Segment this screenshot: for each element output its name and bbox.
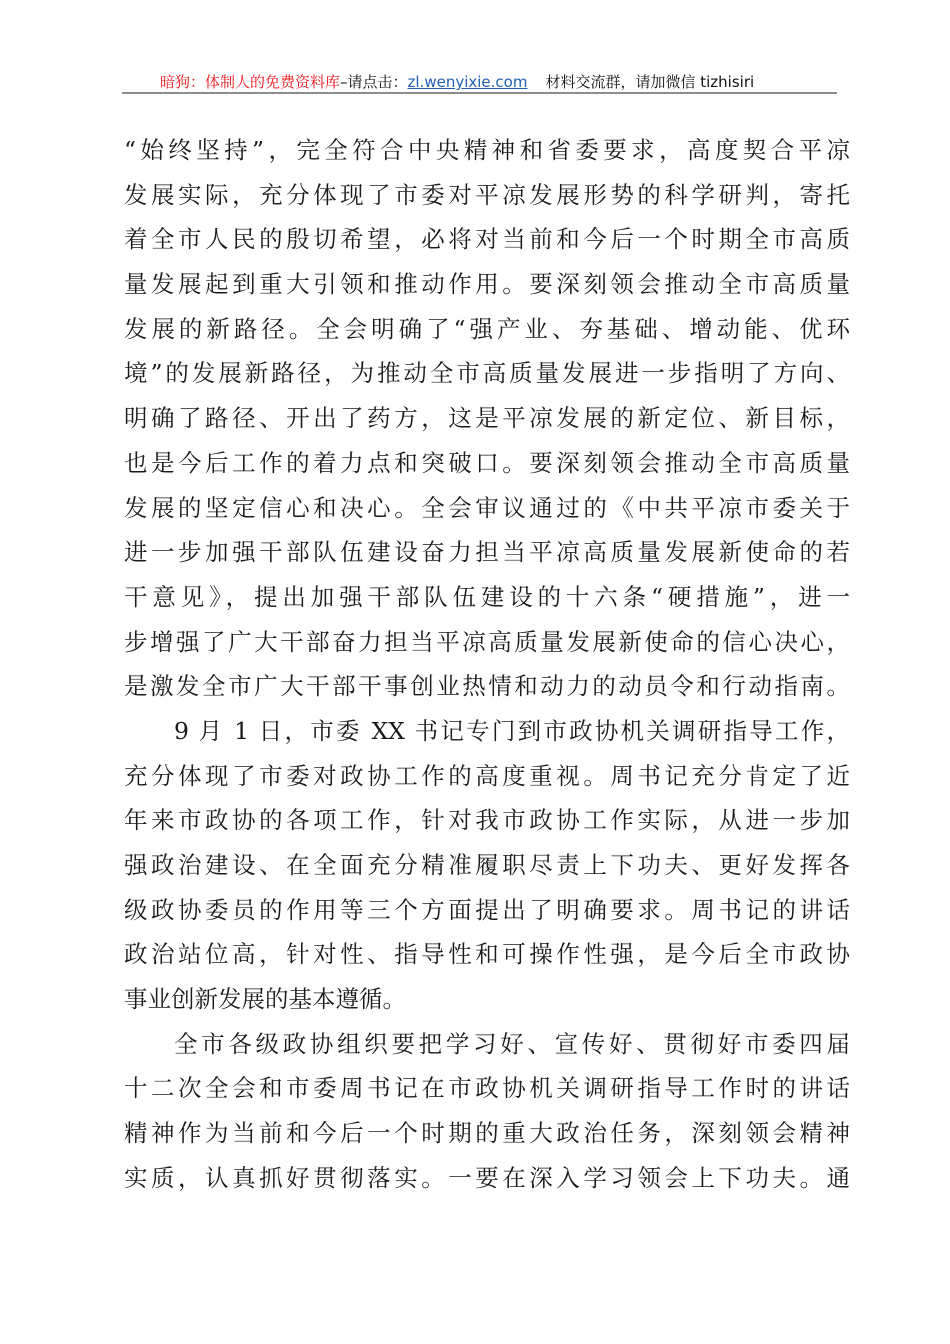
prompt-text: –请点击：	[340, 73, 408, 91]
brand-text: 暗狗：体制人的免费资料库	[160, 73, 341, 91]
text-line: 事业创新发展的基本遵循。	[124, 985, 406, 1014]
text-line: 9 月 1 日，市委 XX 书记专门到市政协机关调研指导工作，	[174, 716, 850, 745]
text-line: 是激发全市广大干部干事创业热情和动力的动员令和行动指南。	[124, 672, 850, 701]
text-line: 精神作为当前和今后一个时期的重大政治任务，深刻领会精神	[124, 1119, 850, 1148]
text-line: 十二次全会和市委周书记在市政协机关调研指导工作时的讲话	[124, 1074, 850, 1103]
text-line: 步增强了广大干部奋力担当平凉高质量发展新使命的信心决心，	[124, 627, 850, 656]
text-line: 着全市人民的殷切希望，必将对当前和今后一个时期全市高质	[124, 225, 850, 254]
text-line: 全市各级政协组织要把学习好、宣传好、贯彻好市委四届	[174, 1029, 850, 1058]
text-line: 进一步加强干部队伍建设奋力担当平凉高质量发展新使命的若	[124, 538, 850, 567]
text-line: 干意见》，提出加强干部队伍建设的十六条“硬措施”，进一	[124, 582, 850, 611]
paragraph	[124, 713, 850, 1026]
text-line: 发展的新路径。全会明确了“强产业、夯基础、增动能、优环	[124, 314, 850, 343]
text-line: 实质，认真抓好贯彻落实。一要在深入学习领会上下功夫。通	[124, 1163, 850, 1192]
document-body	[124, 132, 850, 1205]
text-line: 发展实际，充分体现了市委对平凉发展形势的科学研判，寄托	[124, 180, 850, 209]
text-line: 充分体现了市委对政协工作的高度重视。周书记充分肯定了近	[124, 761, 850, 790]
text-line: 政治站位高，针对性、指导性和可操作性强，是今后全市政协	[124, 940, 850, 969]
text-line: “始终坚持”，完全符合中央精神和省委要求，高度契合平凉	[124, 136, 850, 164]
paragraph	[124, 1026, 850, 1205]
page-header	[122, 68, 837, 94]
text-line: 境”的发展新路径，为推动全市高质量发展进一步指明了方向、	[124, 359, 850, 388]
text-line: 发展的坚定信心和决心。全会审议通过的《中共平凉市委关于	[124, 493, 850, 522]
text-line: 级政协委员的作用等三个方面提出了明确要求。周书记的讲话	[124, 895, 850, 924]
text-line: 量发展起到重大引领和推动作用。要深刻领会推动全市高质量	[124, 270, 850, 299]
contact-text: 材料交流群，请加微信 tizhisiri	[545, 73, 755, 91]
text-line: 年来市政协的各项工作，针对我市政协工作实际，从进一步加	[124, 806, 850, 835]
text-line: 明确了路径、开出了药方，这是平凉发展的新定位、新目标，	[124, 404, 850, 433]
text-line: 强政治建设、在全面充分精准履职尽责上下功夫、更好发挥各	[124, 851, 850, 879]
text-line: 也是今后工作的着力点和突破口。要深刻领会推动全市高质量	[124, 448, 850, 477]
paragraph	[124, 132, 850, 713]
website-link[interactable]: zl.wenyixie.com	[407, 73, 528, 91]
